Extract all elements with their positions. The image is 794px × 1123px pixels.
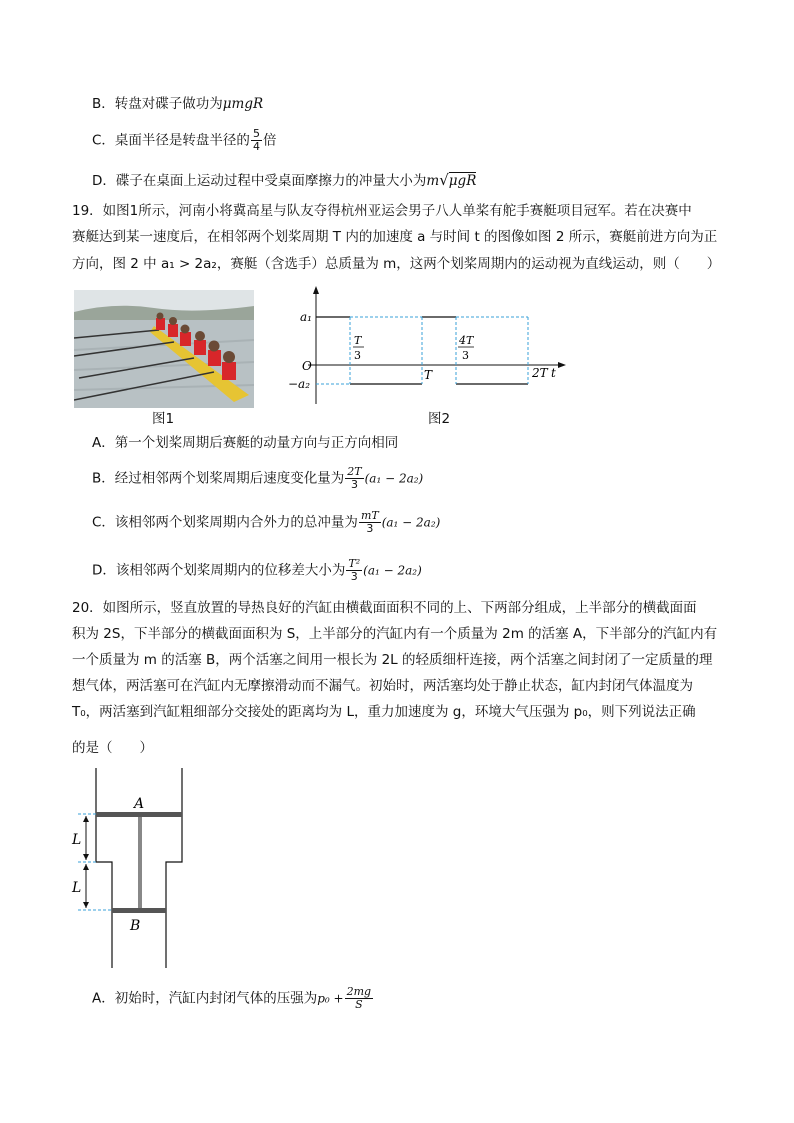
length-label-lower: L <box>72 880 82 896</box>
q19-stem-line1: 19．如图1所示，河南小将冀高星与队友夺得杭州亚运会男子八人单桨有舵手赛艇项目冠军。若在决赛中 <box>72 203 692 219</box>
q18-option-d-math-m: m <box>426 173 440 189</box>
q20-option-a-math: p₀ + <box>317 991 344 1006</box>
q19-stem-line2: 赛艇达到某一速度后，在相邻两个划桨周期 T 内的加速度 a 与时间 t 的图像如图 2 所示，赛艇前进方向为正 <box>72 229 718 245</box>
q18-option-c <box>92 128 276 153</box>
q19-option-c-fraction: $\frac{mT}{3}$ <box>360 509 379 535</box>
q19-option-c <box>92 510 440 535</box>
q19-option-d <box>92 558 422 583</box>
figure2-caption: 图2 <box>428 411 451 427</box>
q20-stem-line6: 的是（ ） <box>72 740 153 756</box>
acceleration-time-graph <box>288 284 578 410</box>
q18-option-c-tail: 倍 <box>262 132 277 149</box>
graph-label-minus-a2: −a₂ <box>288 377 311 391</box>
q18-option-d <box>92 170 476 191</box>
graph-label-a1: a₁ <box>300 310 312 324</box>
q19-option-c-tail: (a₁ − 2a₂) <box>381 515 441 530</box>
cylinder-left-wall <box>96 768 112 968</box>
graph-label-t3-num: T <box>354 334 362 347</box>
q18-option-d-math-root: μgR <box>448 173 477 189</box>
q19-option-b-tail: (a₁ − 2a₂) <box>364 471 424 486</box>
graph-t-axis-arrow-icon <box>558 362 566 368</box>
q19-option-d-label: D．该相邻两个划桨周期内的位移差大小为 <box>92 562 346 579</box>
q20-option-a <box>92 986 374 1011</box>
q18-option-b <box>92 94 263 114</box>
q19-option-a: A．第一个划桨周期后赛艇的动量方向与正方向相同 <box>92 435 399 451</box>
q20-stem-line3: 一个质量为 m 的活塞 B，两个活塞之间用一根长为 2L 的轻质细杆连接，两个活塞之间封闭了一定质量的理 <box>72 652 713 668</box>
q18-option-c-label: C．桌面半径是转盘半径的 <box>92 132 250 149</box>
length-label-upper: L <box>72 832 82 848</box>
q19-option-b-label: B．经过相邻两个划桨周期后速度变化量为 <box>92 470 345 487</box>
q20-option-a-fraction: $\frac{2mg}{S}$ <box>346 985 372 1011</box>
piston-a-label: A <box>134 796 145 812</box>
graph-a-axis-arrow-icon <box>313 286 319 294</box>
q20-stem-line4: 想气体，两活塞可在汽缸内无摩擦滑动而不漏气。初始时，两活塞均处于静止状态，缸内封闭气体温度为 <box>72 678 693 694</box>
piston-b <box>112 908 166 913</box>
q18-option-b-math: μmgR <box>222 96 264 112</box>
graph-label-4t3-num: 4T <box>459 334 474 347</box>
q19-option-d-tail: (a₁ − 2a₂) <box>363 563 422 578</box>
figure1-caption: 图1 <box>152 411 175 427</box>
q19-option-d-fraction: $\frac{\text{T²}}{3}$ <box>348 557 361 583</box>
rowing-photo <box>74 290 254 408</box>
q20-option-a-label: A．初始时，汽缸内封闭气体的压强为 <box>92 990 318 1007</box>
piston-a <box>96 812 182 817</box>
graph-label-2t: 2T <box>532 366 548 380</box>
q19-option-b <box>92 466 423 491</box>
cylinder-right-wall <box>166 768 182 968</box>
q19-stem-line3: 方向，图 2 中 a₁ > 2a₂，赛艇（含选手）总质量为 m，这两个划桨周期内的运动视为直线运动，则（ ） <box>72 256 721 272</box>
graph-label-t: T <box>424 368 433 382</box>
graph-label-origin: O <box>302 359 312 373</box>
q18-option-b-label: B．转盘对碟子做功为 <box>92 96 223 112</box>
sqrt-icon: √ <box>439 171 449 189</box>
graph-label-4t3-den: 3 <box>462 349 469 362</box>
q18-option-d-label: D．碟子在桌面上运动过程中受桌面摩擦力的冲量大小为 <box>92 173 427 189</box>
q19-option-b-fraction: $\frac{2T}{3}$ <box>347 465 362 491</box>
piston-b-label: B <box>130 918 141 934</box>
q19-option-c-label: C．该相邻两个划桨周期内合外力的总冲量为 <box>92 514 358 531</box>
graph-dashed-guides <box>316 317 528 384</box>
q20-stem-line2: 积为 2S，下半部分的横截面面积为 S，上半部分的汽缸内有一个质量为 2m 的活塞 A，下半部分的汽缸内有 <box>72 626 718 642</box>
cylinder-diagram <box>70 764 200 970</box>
graph-label-t-axis: t <box>551 366 556 380</box>
q20-stem-line1: 20．如图所示，竖直放置的导热良好的汽缸由横截面面积不同的上、下两部分组成，上半部分的横截面面 <box>72 600 697 616</box>
q20-stem-line5: T₀，两活塞到汽缸粗细部分交接处的距离均为 L，重力加速度为 g，环境大气压强为 p₀，则下列说法正确 <box>72 704 696 720</box>
graph-label-t3-den: 3 <box>354 349 361 362</box>
q18-option-c-fraction: $\frac{5}{4}$ <box>252 127 260 153</box>
